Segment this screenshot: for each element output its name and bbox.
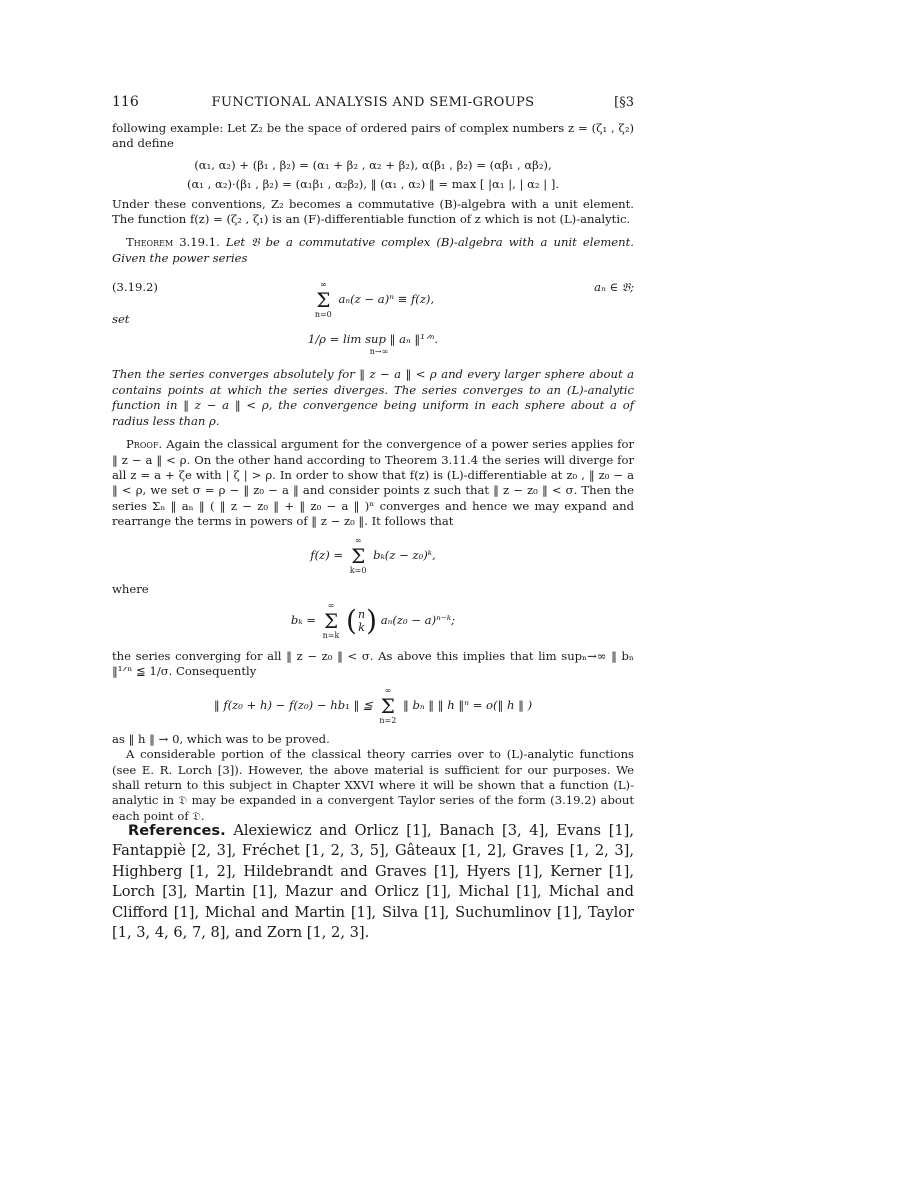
running-header [112, 95, 634, 115]
proof-label: Proof. [126, 437, 163, 452]
sum-symbol: ∞ Σ n=2 [379, 685, 397, 725]
sum-symbol: ∞ Σ k=0 [349, 535, 367, 575]
page-number: 116 [112, 94, 139, 110]
sum-symbol: ∞ Σ n=k [322, 600, 340, 640]
references-paragraph [112, 821, 634, 943]
running-title: FUNCTIONAL ANALYSIS AND SEMI-GROUPS [211, 95, 535, 110]
where-word: where [112, 581, 149, 596]
page-body [112, 95, 634, 824]
references-section [112, 821, 634, 943]
section-marker: [§3 [614, 95, 634, 110]
paragraph-limsup: the series converging for all ‖ z − z₀ ‖ < σ. As above this implies that lim supₙ→∞ ‖ bₙ ‖¹ᐟⁿ ≦ 1/σ. Consequently [112, 648, 634, 679]
binomial-coefficient: n k [357, 607, 366, 634]
paragraph-example: following example: Let Z₂ be the space of ordered pairs of complex numbers z = (ζ₁ , ζ₂) and define [112, 121, 634, 151]
theorem-text: Let 𝔅 be a commutative complex (B)-algebra with a unit element. Given the power series [112, 235, 634, 265]
theorem-label: Theorem 3.19.1. [126, 235, 220, 250]
paragraph-conventions: Under these conventions, Z₂ becomes a commutative (B)-algebra with a unit element. The function f(z) = (ζ₂ , ζ₁) is an (F)-differentiable function of z which is not (L)-analytic. [112, 196, 634, 227]
sum-symbol: ∞ Σ n=0 [314, 280, 332, 320]
references-heading: References. [128, 822, 226, 839]
equation-body: ∞ Σ n=0 aₙ(z − a)ⁿ ≡ f(z), [314, 280, 435, 320]
proof-paragraph [112, 437, 634, 529]
equation-definitions-1: (α₁, α₂) + (β₁ , β₂) = (α₁ + β₂ , α₂ + β₂), α(β₁ , β₂) = (αβ₁ , αβ₂), [194, 157, 552, 172]
equation-label: (3.19.2) [112, 280, 158, 295]
equation-condition: aₙ ∈ 𝔅; [594, 280, 634, 295]
equation-definitions-2: (α₁ , α₂)·(β₁ , β₂) = (α₁β₁ , α₂β₂), ‖ (α₁ , α₂) ‖ = max [ |α₁ |, | α₂ | ]. [186, 177, 560, 192]
paragraph-qed: as ‖ h ‖ → 0, which was to be proved. [112, 731, 330, 746]
set-word: set [112, 312, 130, 327]
equation-estimate: ‖ f(z₀ + h) − f(z₀) − hb₁ ‖ ≦ ∞ Σ n=2 ‖ bₙ ‖ ‖ h ‖ⁿ = o(‖ h ‖ ) [213, 685, 533, 725]
equation-bk: bₖ = ∞ Σ n=k (n k) aₙ(z₀ − a)ⁿ⁻ᵏ; [290, 600, 456, 640]
theorem-statement [112, 235, 634, 266]
equation-taylor-fz: f(z) = ∞ Σ k=0 bₖ(z − z₀)ᵏ, [310, 535, 436, 575]
paragraph-lorch: A considerable portion of the classical theory carries over to (L)-analytic functions (see E. R. Lorch [3]). However, the above material is sufficient for our purposes. We shall return to this subject in Chapter XXVI where it will be shown that a function (L)-analytic in 𝔇 may be expanded in a convergent Taylor series of the form (3.19.2) about each point of 𝔇. [112, 747, 634, 823]
references-text: Alexiewicz and Orlicz [1], Banach [3, 4], Evans [1], Fantappiè [2, 3], Fréchet [1, 2, 3, 5], Gâteaux [1, 2], Graves [1, 2, 3], Highberg [1, 2], Hildebrandt and Graves [1], Hyers [1], Kerner [1], Lorch [3], Martin [1], Mazur and Orlicz [1], Michal [1], Michal and Clifford [1], Michal and Martin [1], Silva [1], Suchumlinov [1], Taylor [1, 3, 4, 6, 7, 8], and Zorn [1, 2, 3]. [112, 822, 635, 942]
equation-radius: 1/ρ = lim sup ‖ aₙ ‖¹ᐟⁿ. $^{n\to\infty}$ [307, 331, 439, 357]
proof-text: Again the classical argument for the convergence of a power series applies for ‖ z − a ‖ < ρ. On the other hand according to Theorem 3.11.4 the series will diverge for all z = a + ζe with | ζ | > ρ. In order to show that f(z) is (L)-differentiable at z₀ , ‖ z₀ − a ‖ < ρ, we set σ = ρ − ‖ z₀ − a ‖ and consider points z such that ‖ z − z₀ ‖ < σ. Then the series Σₙ ‖ aₙ ‖ ( ‖ z − z₀ ‖ + ‖ z₀ − a ‖ )ⁿ converges and hence we may expand and rearrange the terms in powers of ‖ z − z₀ ‖. It follows that [112, 437, 634, 529]
theorem-conclusion: Then the series converges absolutely for ‖ z − a ‖ < ρ and every larger sphere about a contains points at which the series diverges. The series converges to an (L)-analytic function in ‖ z − a ‖ < ρ, the convergence being uniform in each sphere about a of radius less than ρ. [112, 367, 634, 428]
